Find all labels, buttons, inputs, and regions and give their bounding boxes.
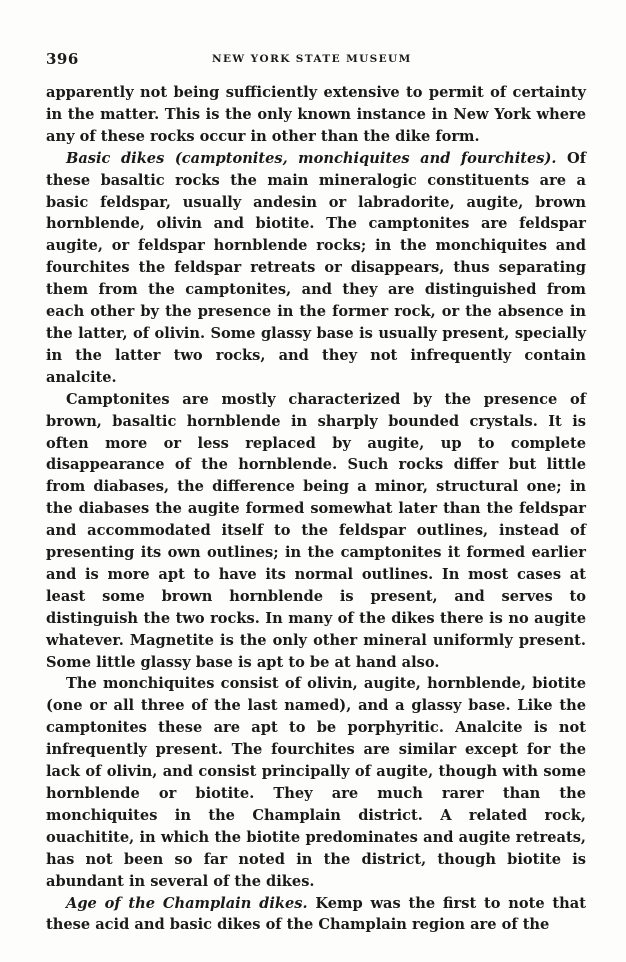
paragraph-1 — [46, 82, 586, 148]
paragraph-text: Camptonites are mostly characterized by the presence of brown, basaltic hornblende in sharply bounded crystals. It is often more or less replaced by augite, up to complete disappearance of the hornblende. Such rocks differ but little from diabases, the difference being a minor, structural one; in the diabases the augite formed somewhat later than the feldspar and accommodated itself to the feldspar outlines, instead of presenting its own outlines; in the camptonites it formed earlier and is more apt to have its normal outlines. In most cases at least some brown hornblende is present, and serves to distinguish the two rocks. In many of the dikes there is no augite whatever. Magnetite is the only other mineral uniformly present. Some little glassy base is apt to be at hand also. — [46, 390, 586, 671]
section-heading-age-of-dikes: Age of the Champlain dikes. — [66, 894, 308, 912]
paragraph-3 — [46, 389, 586, 674]
running-head: NEW YORK STATE MUSEUM — [212, 53, 412, 65]
paragraph-text: The monchiquites consist of olivin, augite, hornblende, biotite (one or all three of the last named), and a glassy base. Like the camptonites these are apt to be porphyritic. Analcite is not infrequently present. The fourchites are similar except for the lack of olivin, and consist principally of augite, though with some hornblende or biotite. They are much rarer than the monchiquites in the Champlain district. A related rock, ouachitite, in which the biotite predominates and augite retreats, has not been so far noted in the district, though biotite is abundant in several of the dikes. — [46, 675, 586, 890]
page-number: 396 — [46, 50, 79, 68]
body-text — [46, 82, 586, 936]
paragraph-2 — [46, 148, 586, 389]
paragraph-text: Of these basaltic rocks the main mineralogic constituents are a basic feldspar, usually andesin or labradorite, augite, brown hornblende, olivin and biotite. The camptonites are feldspar augite, or feldspar hornblende rocks; in the monchiquites and fourchites the feldspar retreats or disappears, thus separating them from the camptonites, and they are distinguished from each other by the presence in the former rock, or the absence in the latter, of olivin. Some glassy base is usually present, specially in the latter two rocks, and they not infrequently contain analcite. — [46, 149, 587, 386]
paragraph-5 — [46, 893, 586, 937]
page-header — [46, 50, 586, 70]
paragraph-text: Kemp was the first to note that these acid and basic dikes of the Champlain region are of the — [46, 894, 586, 934]
section-heading-basic-dikes: Basic dikes (camptonites, monchiquites and fourchites). — [66, 149, 557, 167]
paragraph-4 — [46, 673, 586, 892]
paragraph-text: apparently not being sufficiently extensive to permit of certainty in the matter. This is the only known instance in New York where any of these rocks occur in other than the dike form. — [46, 84, 586, 145]
